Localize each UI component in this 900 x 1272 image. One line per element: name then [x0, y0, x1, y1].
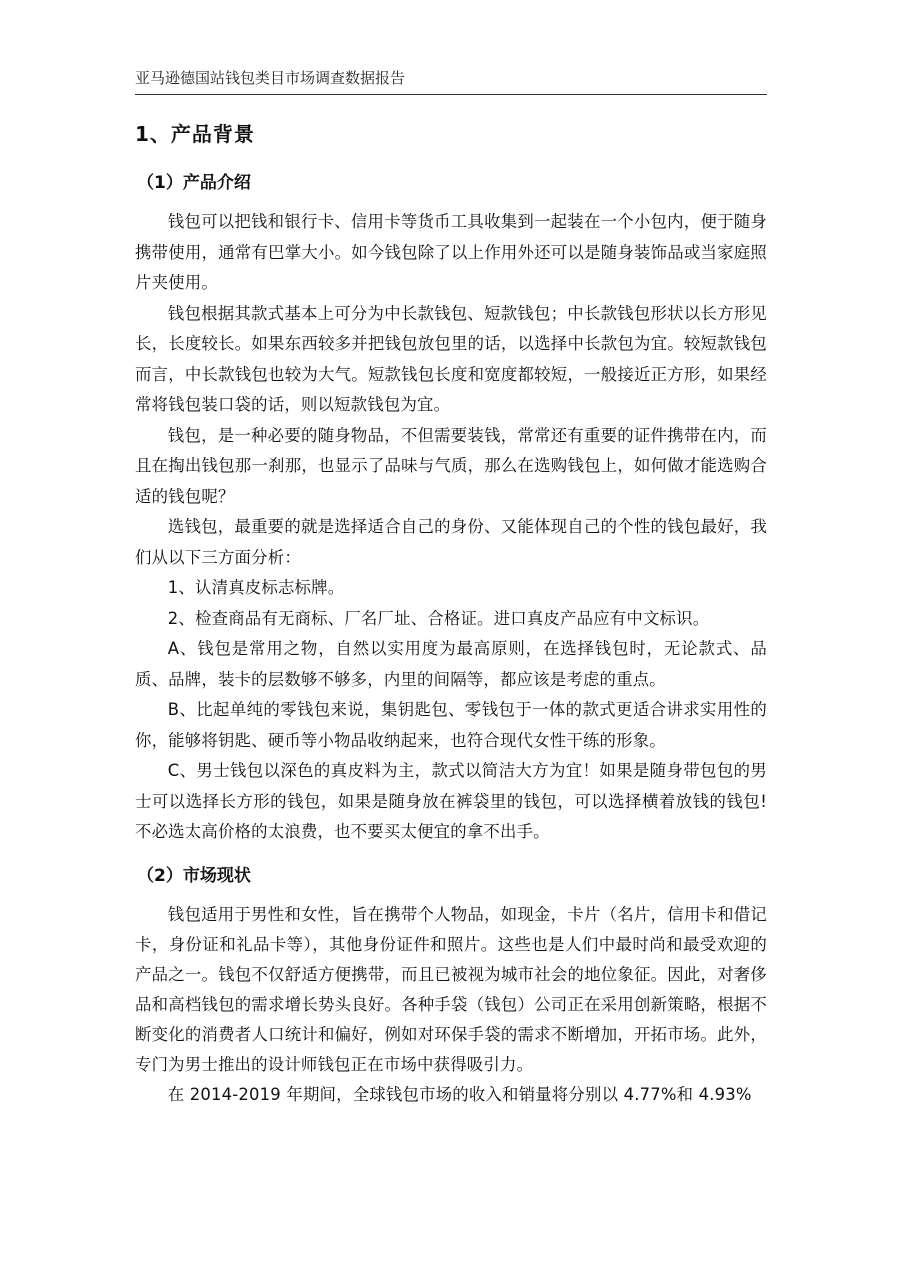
- paragraph: 选钱包，最重要的就是选择适合自己的身份、又能体现自己的个性的钱包最好，我们从以下三方面分析：: [135, 517, 767, 567]
- list-item: 2、检查商品有无商标、厂名厂址、合格证。进口真皮产品应有中文标识。: [167, 608, 710, 628]
- document-body: [135, 113, 767, 1110]
- paragraph: A、钱包是常用之物，自然以实用度为最高原则，在选择钱包时，无论款式、品质、品牌，装卡的层数够不够多，内里的间隔等，都应该是考虑的重点。: [135, 639, 767, 689]
- list-item: 1、认清真皮标志标牌。: [167, 578, 345, 597]
- paragraph: 在 2014-2019 年期间，全球钱包市场的收入和销量将分别以 4.77%和 4.93%: [167, 1084, 752, 1104]
- section-heading-product-background: 1、产品背景: [135, 122, 255, 146]
- paragraph: 钱包，是一种必要的随身物品，不但需要装钱，常常还有重要的证件携带在内，而且在掏出钱包那一刹那，也显示了品味与气质，那么在选购钱包上，如何做才能选购合适的钱包呢？: [135, 425, 767, 506]
- paragraph: B、比起单纯的零钱包来说，集钥匙包、零钱包于一体的款式更适合讲求实用性的你，能够将钥匙、硬币等小物品收纳起来，也符合现代女性干练的形象。: [135, 700, 767, 750]
- paragraph: 钱包适用于男性和女性，旨在携带个人物品，如现金，卡片（名片，信用卡和借记卡，身份证和礼品卡等），其他身份证件和照片。这些也是人们中最时尚和最受欢迎的产品之一。钱包不仅舒适方便携带，而且已被视为城市社会的地位象征。因此，对奢侈品和高档钱包的需求增长势头良好。各种手袋（钱包）公司正在采用创新策略，根据不断变化的消费者人口统计和偏好，例如对环保手袋的需求不断增加，开拓市场。此外，专门为男士推出的设计师钱包正在市场中获得吸引力。: [135, 904, 767, 1074]
- paragraph: C、男士钱包以深色的真皮料为主，款式以简洁大方为宜！如果是随身带包包的男士可以选择长方形的钱包，如果是随身放在裤袋里的钱包，可以选择横着放钱的钱包!不必选太高价格的太浪费，也不要买太便宜的拿不出手。: [135, 761, 767, 841]
- paragraph: 钱包根据其款式基本上可分为中长款钱包、短款钱包；中长款钱包形状以长方形见长，长度较长。如果东西较多并把钱包放包里的话，以选择中长款包为宜。较短款钱包而言，中长款钱包也较为大气。短款钱包长度和宽度都较短，一般接近正方形，如果经常将钱包装口袋的话，则以短款钱包为宜。: [135, 303, 767, 414]
- header-title: 亚马逊德国站钱包类目市场调查数据报告: [135, 69, 406, 87]
- subsection-heading-market-status: （2）市场现状: [137, 865, 251, 886]
- page-header: [135, 64, 767, 95]
- paragraph: 钱包可以把钱和银行卡、信用卡等货币工具收集到一起装在一个小包内，便于随身携带使用，通常有巴掌大小。如今钱包除了以上作用外还可以是随身装饰品或当家庭照片夹使用。: [135, 212, 767, 292]
- subsection-heading-product-intro: （1）产品介绍: [137, 173, 251, 193]
